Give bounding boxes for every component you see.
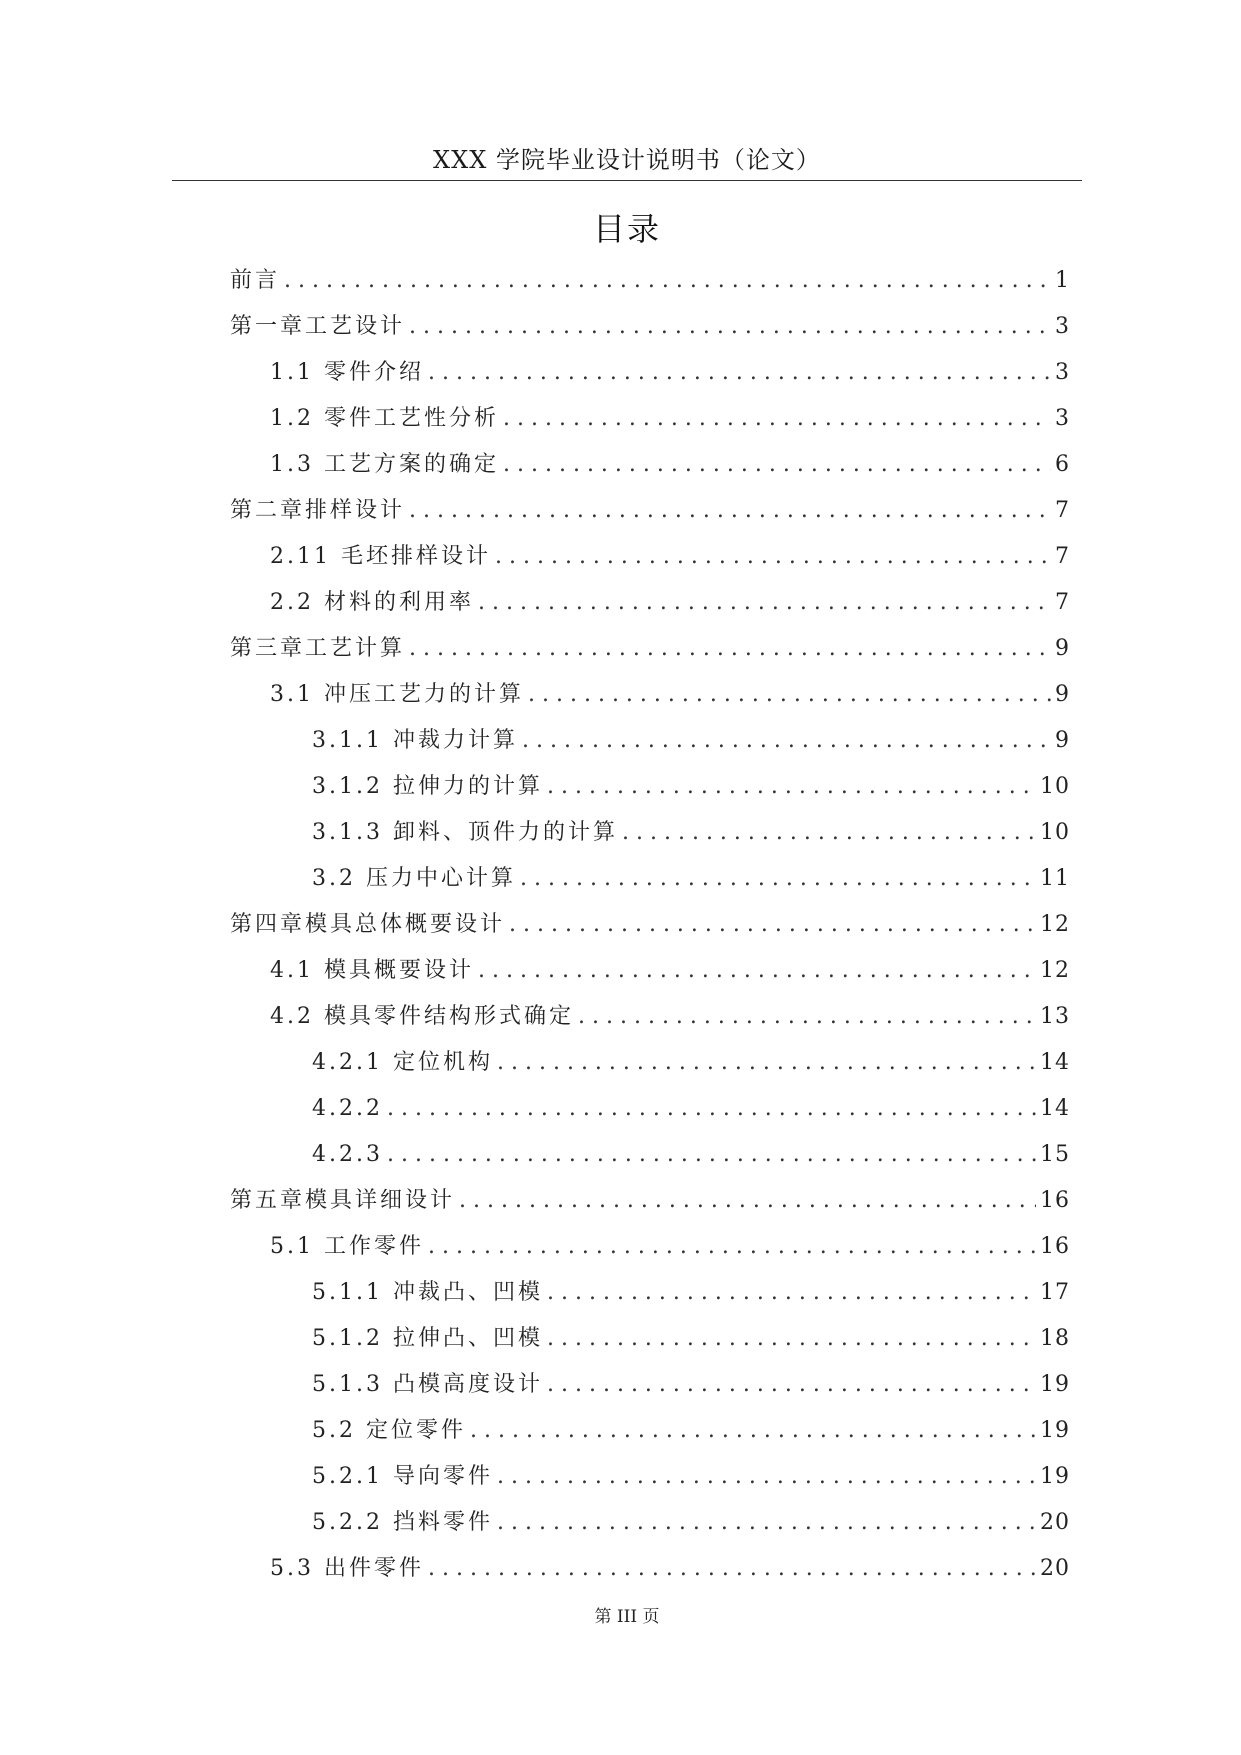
- toc-entry-page-number: 14: [1040, 1096, 1070, 1121]
- toc-dot-leader: [428, 1224, 1036, 1270]
- toc-entry-label: 4.2.3: [312, 1142, 383, 1167]
- toc-entry[interactable]: [230, 442, 1070, 488]
- toc-entry-label: 5.3 出件零件: [270, 1556, 424, 1581]
- toc-dot-leader: [509, 902, 1036, 948]
- toc-entry-label: 第五章模具详细设计: [230, 1188, 456, 1213]
- toc-entry-label: 前言: [230, 268, 281, 293]
- toc-entry-page-number: 13: [1040, 1004, 1070, 1029]
- toc-entry[interactable]: [230, 1086, 1070, 1132]
- toc-dot-leader: [547, 1270, 1036, 1316]
- toc-entry-page-number: 6: [1055, 452, 1070, 477]
- toc-entry-page-number: 19: [1040, 1418, 1070, 1443]
- toc-dot-leader: [428, 1546, 1036, 1592]
- toc-dot-leader: [409, 626, 1051, 672]
- toc-dot-leader: [547, 1362, 1036, 1408]
- toc-entry-label: 5.1 工作零件: [270, 1234, 424, 1259]
- toc-entry-label: 4.2.1 定位机构: [312, 1050, 493, 1075]
- toc-entry-label: 1.3 工艺方案的确定: [270, 452, 499, 477]
- toc-entry-page-number: 19: [1040, 1464, 1070, 1489]
- toc-dot-leader: [547, 764, 1036, 810]
- toc-entry-label: 第四章模具总体概要设计: [230, 912, 506, 937]
- toc-entry-page-number: 9: [1055, 682, 1070, 707]
- toc-entry[interactable]: [230, 1454, 1070, 1500]
- toc-entry-label: 4.2.2: [312, 1096, 383, 1121]
- toc-entry-label: 5.2 定位零件: [312, 1418, 466, 1443]
- toc-entry[interactable]: [230, 948, 1070, 994]
- toc-entry-page-number: 14: [1040, 1050, 1070, 1075]
- toc-entry[interactable]: [230, 534, 1070, 580]
- toc-entry-label: 第二章排样设计: [230, 498, 406, 523]
- toc-entry-page-number: 3: [1055, 406, 1070, 431]
- toc-entry-label: 第三章工艺计算: [230, 636, 406, 661]
- toc-entry[interactable]: [230, 718, 1070, 764]
- toc-entry-label: 5.1.3 凸模高度设计: [312, 1372, 543, 1397]
- page-number-footer: 第 III 页: [594, 1607, 660, 1627]
- toc-entry-label: 3.1.1 冲裁力计算: [312, 728, 518, 753]
- toc-entry-page-number: 7: [1055, 590, 1070, 615]
- toc-entry[interactable]: [230, 350, 1070, 396]
- toc-dot-leader: [622, 810, 1036, 856]
- toc-entry-page-number: 9: [1055, 636, 1070, 661]
- toc-entry[interactable]: [230, 856, 1070, 902]
- toc-entry-page-number: 15: [1040, 1142, 1070, 1167]
- toc-entry-label: 4.1 模具概要设计: [270, 958, 474, 983]
- toc-entry-page-number: 19: [1040, 1372, 1070, 1397]
- toc-entry[interactable]: [230, 488, 1070, 534]
- toc-dot-leader: [284, 258, 1051, 304]
- toc-entry-page-number: 3: [1055, 314, 1070, 339]
- toc-entry-page-number: 11: [1040, 866, 1070, 891]
- toc-entry[interactable]: [230, 1546, 1070, 1592]
- header-divider: [172, 180, 1082, 181]
- toc-dot-leader: [409, 488, 1051, 534]
- toc-dot-leader: [470, 1408, 1036, 1454]
- toc-entry[interactable]: [230, 1408, 1070, 1454]
- toc-entry-page-number: 20: [1040, 1556, 1070, 1581]
- toc-entry-page-number: 1: [1055, 268, 1070, 293]
- toc-dot-leader: [428, 350, 1051, 396]
- toc-entry[interactable]: [230, 810, 1070, 856]
- toc-entry[interactable]: [230, 304, 1070, 350]
- toc-entry[interactable]: [230, 672, 1070, 718]
- toc-dot-leader: [520, 856, 1036, 902]
- toc-entry[interactable]: [230, 994, 1070, 1040]
- toc-dot-leader: [478, 948, 1036, 994]
- toc-entry-page-number: 12: [1040, 912, 1070, 937]
- toc-entry-page-number: 18: [1040, 1326, 1070, 1351]
- toc-dot-leader: [387, 1132, 1036, 1178]
- toc-entry-label: 3.1 冲压工艺力的计算: [270, 682, 524, 707]
- toc-entry-page-number: 16: [1040, 1234, 1070, 1259]
- toc-entry-label: 5.2.2 挡料零件: [312, 1510, 493, 1535]
- toc-dot-leader: [497, 1454, 1036, 1500]
- toc-entry[interactable]: [230, 1224, 1070, 1270]
- toc-entry-page-number: 7: [1055, 544, 1070, 569]
- toc-entry[interactable]: [230, 1362, 1070, 1408]
- toc-dot-leader: [497, 1040, 1036, 1086]
- toc-entry-label: 3.2 压力中心计算: [312, 866, 516, 891]
- toc-entry[interactable]: [230, 1500, 1070, 1546]
- toc-entry-page-number: 12: [1040, 958, 1070, 983]
- toc-entry-label: 3.1.2 拉伸力的计算: [312, 774, 543, 799]
- toc-dot-leader: [478, 580, 1051, 626]
- toc-entry[interactable]: [230, 902, 1070, 948]
- toc-entry[interactable]: [230, 396, 1070, 442]
- toc-entry-label: 1.1 零件介绍: [270, 360, 424, 385]
- toc-dot-leader: [497, 1500, 1036, 1546]
- toc-entry-page-number: 17: [1040, 1280, 1070, 1305]
- toc-entry-label: 第一章工艺设计: [230, 314, 406, 339]
- toc-entry[interactable]: [230, 1316, 1070, 1362]
- toc-dot-leader: [503, 396, 1051, 442]
- toc-dot-leader: [387, 1086, 1036, 1132]
- toc-entry-page-number: 9: [1055, 728, 1070, 753]
- toc-dot-leader: [503, 442, 1051, 488]
- toc-entry-label: 5.1.2 拉伸凸、凹模: [312, 1326, 543, 1351]
- toc-entry[interactable]: [230, 1178, 1070, 1224]
- toc-entry-label: 2.11 毛坯排样设计: [270, 544, 491, 569]
- toc-entry-page-number: 16: [1040, 1188, 1070, 1213]
- toc-dot-leader: [409, 304, 1051, 350]
- toc-entry[interactable]: [230, 1040, 1070, 1086]
- toc-entry-label: 3.1.3 卸料、顶件力的计算: [312, 820, 618, 845]
- toc-entry[interactable]: [230, 1132, 1070, 1178]
- toc-entry-label: 2.2 材料的利用率: [270, 590, 474, 615]
- toc-entry[interactable]: [230, 1270, 1070, 1316]
- toc-entry-label: 5.2.1 导向零件: [312, 1464, 493, 1489]
- toc-entry-page-number: 7: [1055, 498, 1070, 523]
- toc-entry-page-number: 10: [1040, 820, 1070, 845]
- toc-entry[interactable]: [230, 580, 1070, 626]
- toc-entry-page-number: 20: [1040, 1510, 1070, 1535]
- toc-dot-leader: [522, 718, 1051, 764]
- toc-entry-label: 5.1.1 冲裁凸、凹模: [312, 1280, 543, 1305]
- toc-entry-label: 4.2 模具零件结构形式确定: [270, 1004, 574, 1029]
- toc-dot-leader: [495, 534, 1051, 580]
- toc-dot-leader: [528, 672, 1051, 718]
- page-header-title: XXX 学院毕业设计说明书（论文）: [433, 146, 821, 174]
- toc-dot-leader: [547, 1316, 1036, 1362]
- toc-entry-page-number: 10: [1040, 774, 1070, 799]
- toc-entry[interactable]: [230, 258, 1070, 304]
- toc-entry-label: 1.2 零件工艺性分析: [270, 406, 499, 431]
- toc-dot-leader: [459, 1178, 1036, 1224]
- table-of-contents: [230, 258, 1070, 1592]
- toc-dot-leader: [578, 994, 1036, 1040]
- toc-title: 目录: [592, 210, 661, 248]
- toc-entry[interactable]: [230, 626, 1070, 672]
- toc-entry-page-number: 3: [1055, 360, 1070, 385]
- toc-entry[interactable]: [230, 764, 1070, 810]
